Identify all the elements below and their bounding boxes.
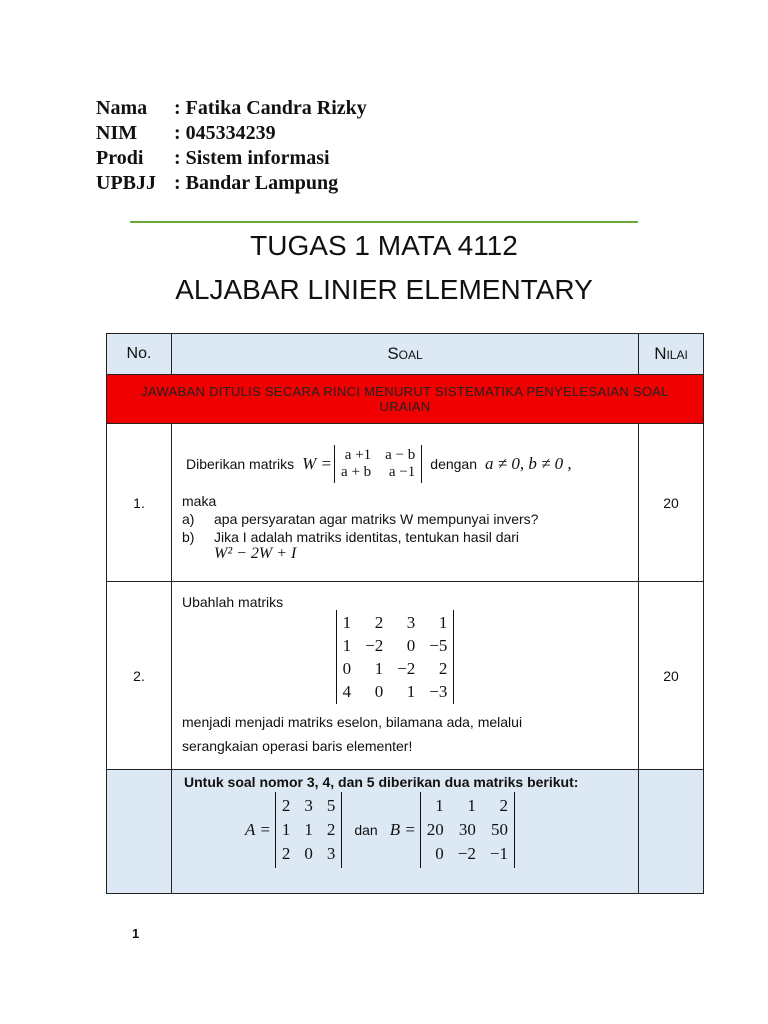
instruction-cell <box>107 375 704 424</box>
q3-b33: −1 <box>489 844 508 863</box>
q2-m44: −3 <box>429 681 448 701</box>
q3-b13: 2 <box>499 796 508 815</box>
q3-b11: 1 <box>435 796 444 815</box>
q1-var-w: W = <box>302 453 333 473</box>
nim-value: : 045334239 <box>174 122 276 144</box>
q3-dan: dan <box>354 822 378 838</box>
q2-score: 20 <box>639 582 704 770</box>
q1-number: 1. <box>107 424 172 582</box>
col-soal-label: Soal <box>387 344 423 363</box>
q1-b-label: b) <box>182 528 195 545</box>
q2-m21: 1 <box>342 635 352 655</box>
upbjj-label: UPBJJ <box>96 172 156 194</box>
nama-label: Nama <box>96 97 148 119</box>
q3-a11: 2 <box>281 796 291 815</box>
q2-m11: 1 <box>342 612 352 632</box>
instruction-text: JAWABAN DITULIS SECARA RINCI MENURUT SISTEMATIKA PENYELESAIAN SOAL URAIAN <box>141 384 669 414</box>
title-line-2: ALJABAR LINIER ELEMENTARY <box>175 274 593 305</box>
q3-b12: 1 <box>467 796 476 815</box>
q3-a12: 3 <box>304 796 313 815</box>
page-number: 1 <box>132 926 140 941</box>
q3-b-label: B = <box>389 820 416 839</box>
q2-m42: 0 <box>374 681 384 701</box>
q3-b31: 0 <box>435 844 444 863</box>
q3-a32: 0 <box>304 844 313 863</box>
question-row-3 <box>107 770 704 894</box>
nim-label: NIM <box>96 122 138 144</box>
q3-score-cell <box>639 770 704 894</box>
q3-b22: 30 <box>458 820 476 839</box>
q1-a-text: apa persyaratan agar matriks W mempunyai invers? <box>214 510 539 527</box>
q2-m34: 2 <box>438 658 448 678</box>
prodi-value: : Sistem informasi <box>174 147 330 169</box>
q3-b21: 20 <box>426 820 444 839</box>
q1-content <box>172 424 639 582</box>
q3-a21: 1 <box>281 820 291 839</box>
q1-maka: maka <box>182 492 217 509</box>
title-line-1: TUGAS 1 MATA 4112 <box>250 230 518 261</box>
nama-value: : Fatika Candra Rizky <box>174 97 367 119</box>
q2-m13: 3 <box>406 612 416 632</box>
q1-m22: a −1 <box>388 463 416 480</box>
q2-number: 2. <box>107 582 172 770</box>
q2-m43: 1 <box>406 681 416 701</box>
q3-a23: 2 <box>326 820 336 839</box>
col-soal-header <box>172 334 639 375</box>
q2-content <box>172 582 639 770</box>
student-info <box>96 96 367 196</box>
q2-text-1: menjadi menjadi matriks eselon, bilamana ada, melalui <box>182 713 523 730</box>
q1-matrix <box>334 445 422 483</box>
col-no-header: No. <box>107 334 172 375</box>
q1-b-text: Jika I adalah matriks identitas, tentukan hasil dari <box>214 528 520 545</box>
q3-matrix-a <box>275 792 343 868</box>
q1-m12: a − b <box>385 446 416 463</box>
col-nilai-label: Nilai <box>654 344 688 363</box>
q3-a-label: A = <box>245 820 271 839</box>
q2-matrix <box>336 610 455 704</box>
q2-m14: 1 <box>438 612 448 632</box>
q2-m23: 0 <box>406 635 416 655</box>
q1-condition: a ≠ 0, b ≠ 0 , <box>485 453 572 473</box>
q2-intro: Ubahlah matriks <box>182 593 284 610</box>
q2-m24: −5 <box>429 635 448 655</box>
q2-m32: 1 <box>374 658 384 678</box>
q2-m22: −2 <box>365 635 384 655</box>
q3-a31: 2 <box>281 844 291 863</box>
q1-b-expression: W² − 2W + I <box>214 544 297 562</box>
q1-intro: Diberikan matriks <box>186 455 295 472</box>
q3-content <box>172 770 639 894</box>
q2-m33: −2 <box>397 658 416 678</box>
q1-m21: a + b <box>341 463 372 480</box>
prodi-label: Prodi <box>96 147 144 169</box>
question-row-1 <box>107 424 704 582</box>
table-header-row <box>107 334 704 375</box>
q1-score: 20 <box>639 424 704 582</box>
col-nilai-header <box>639 334 704 375</box>
question-row-2 <box>107 582 704 770</box>
upbjj-value: : Bandar Lampung <box>174 172 339 194</box>
q3-matrix-b <box>420 792 515 868</box>
q2-text-2: serangkaian operasi baris elementer! <box>182 737 413 754</box>
q3-a33: 3 <box>326 844 336 863</box>
q1-cond-prefix: dengan <box>430 455 477 472</box>
q1-m11: a +1 <box>344 446 372 463</box>
instruction-row <box>107 375 704 424</box>
q3-b23: 50 <box>490 820 508 839</box>
q2-m12: 2 <box>374 612 384 632</box>
q3-a22: 1 <box>304 820 313 839</box>
divider-line <box>130 221 638 223</box>
assignment-table <box>106 333 704 894</box>
q3-a13: 5 <box>326 796 336 815</box>
q3-intro: Untuk soal nomor 3, 4, dan 5 diberikan dua matriks berikut: <box>184 774 579 790</box>
q3-b32: −2 <box>457 844 476 863</box>
q2-m41: 4 <box>342 681 352 701</box>
q1-a-label: a) <box>182 510 195 527</box>
q2-m31: 0 <box>342 658 352 678</box>
